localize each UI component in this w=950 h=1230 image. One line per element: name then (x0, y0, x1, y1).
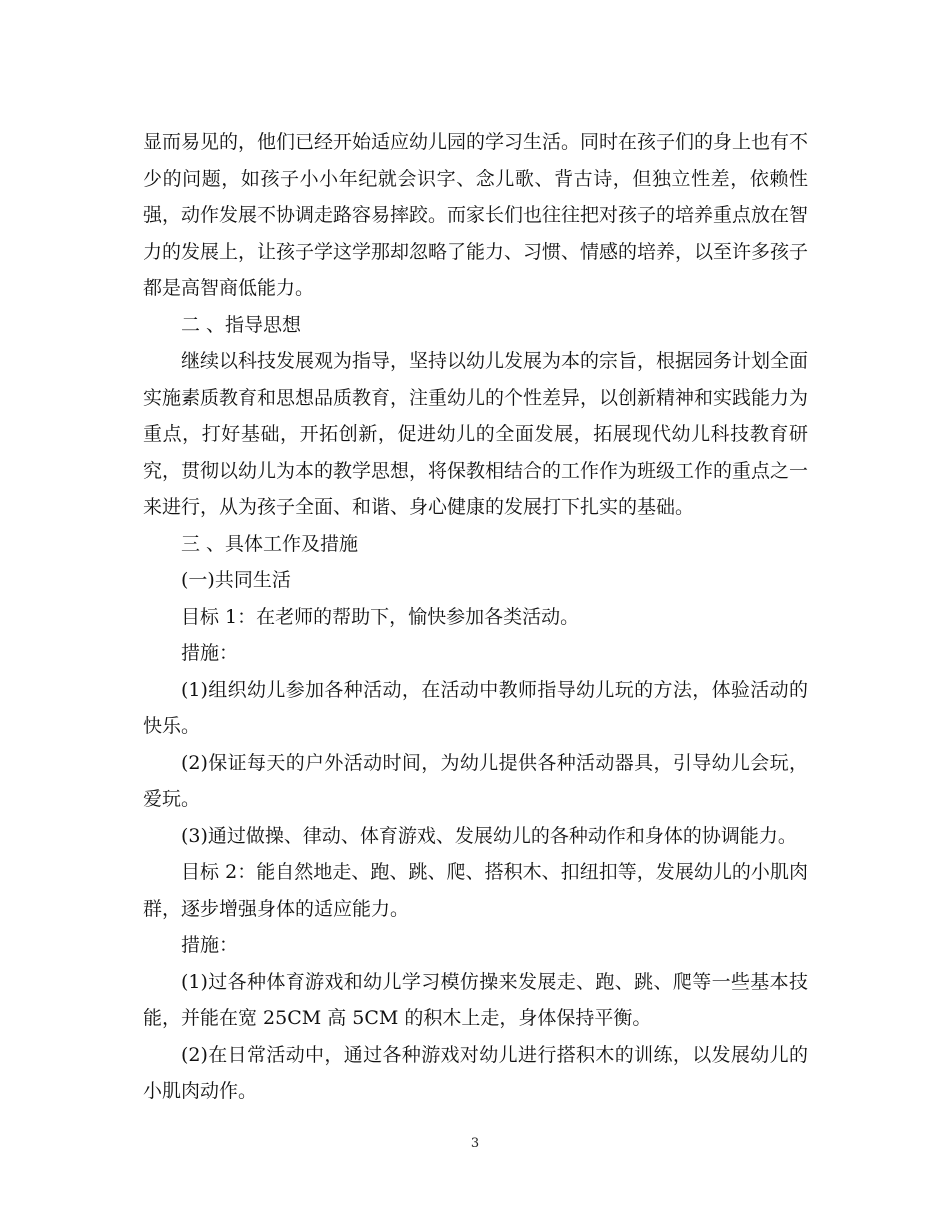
subsection-heading: (一)共同生活 (181, 569, 291, 591)
goal-paragraph: 目标 2：能自然地走、跑、跳、爬、搭积木、扣纽扣等，发展幼儿的小肌肉群，逐步增强身体的适应能力。 (143, 861, 808, 920)
list-item: (2)保证每天的户外活动时间，为幼儿提供各种活动器具，引导幼儿会玩，爱玩。 (143, 751, 808, 810)
measures-label: 措施： (181, 642, 239, 664)
body-paragraph: 显而易见的，他们已经开始适应幼儿园的学习生活。同时在孩子们的身上也有不少的问题，如孩子小小年纪就会识字、念儿歌、背古诗，但独立性差，依赖性强，动作发展不协调走路容易摔跤。而家长们也往往把对孩子的培养重点放在智力的发展上，让孩子学这学那却忽略了能力、习惯、情感的培养，以至许多孩子都是高智商低能力。 (143, 131, 809, 299)
measures-label: 措施： (181, 934, 239, 956)
section-heading: 三 、具体工作及措施 (181, 532, 359, 555)
page-number: 3 (470, 1136, 480, 1151)
body-paragraph: 继续以科技发展观为指导，坚持以幼儿发展为本的宗旨，根据园务计划全面实施素质教育和思想品质教育，注重幼儿的个性差异，以创新精神和实践能力为重点，打好基础，开拓创新，促进幼儿的全面发展，拓展现代幼儿科技教育研究，贯彻以幼儿为本的教学思想，将保教相结合的工作作为班级工作的重点之一来进行，从为孩子全面、和谐、身心健康的发展打下扎实的基础。 (143, 350, 809, 518)
goal-paragraph: 目标 1：在老师的帮助下，愉快参加各类活动。 (181, 605, 580, 628)
list-item: (1)过各种体育游戏和幼儿学习模仿操来发展走、跑、跳、爬等一些基本技能，并能在宽 25CM 高 5CM 的积木上走，身体保持平衡。 (143, 970, 808, 1029)
section-heading: 二 、指导思想 (181, 313, 302, 336)
list-item: (1)组织幼儿参加各种活动，在活动中教师指导幼儿玩的方法，体验活动的快乐。 (143, 678, 808, 737)
document-body (143, 124, 808, 1110)
list-item: (2)在日常活动中，通过各种游戏对幼儿进行搭积木的训练，以发展幼儿的小肌肉动作。 (143, 1043, 808, 1102)
list-item: (3)通过做操、律动、体育游戏、发展幼儿的各种动作和身体的协调能力。 (181, 824, 797, 847)
